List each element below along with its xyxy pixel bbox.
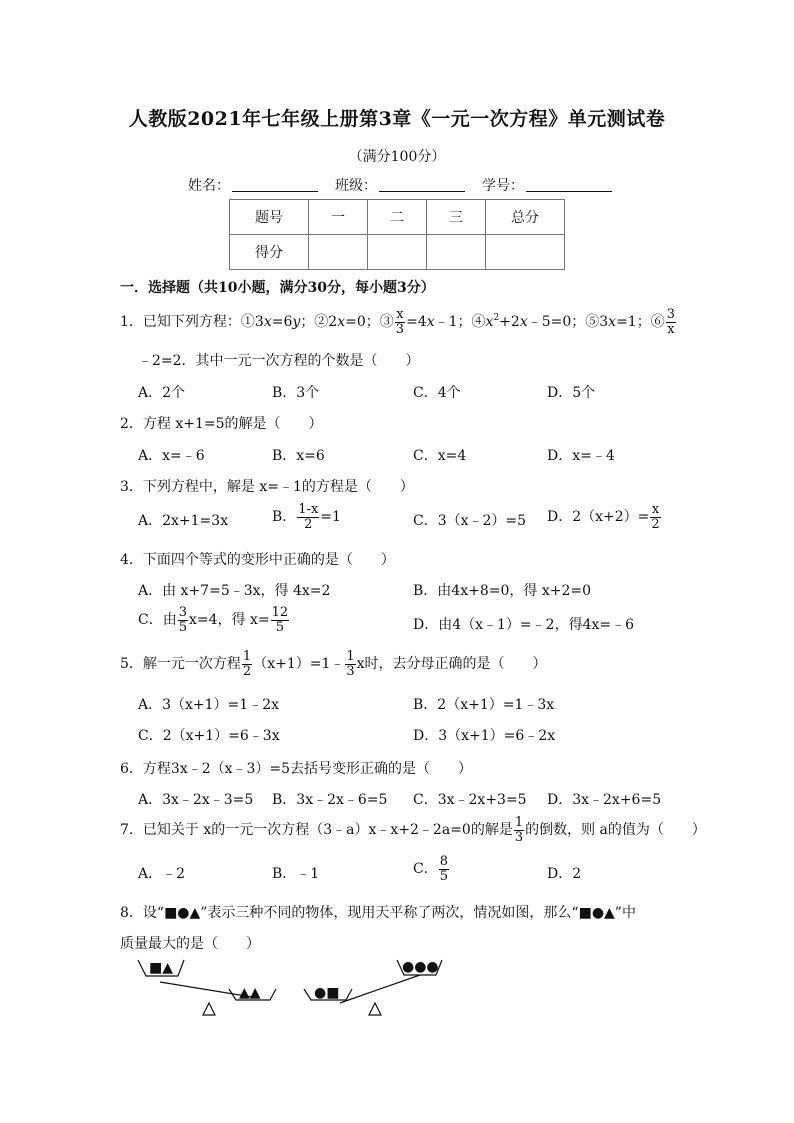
score-header-cell: 三: [427, 200, 486, 235]
fraction-numerator: 1: [242, 649, 252, 664]
q1-line2: ﹣2=2．其中一元一次方程的个数是（ ）: [138, 353, 420, 369]
q3-option-c[interactable]: C．3（x﹣2）=5: [413, 513, 527, 529]
section-heading: 一．选择题（共10小题，满分30分，每小题3分）: [120, 280, 435, 296]
fulcrum-icon: [369, 1003, 381, 1015]
q7-option-a[interactable]: A．﹣2: [138, 866, 186, 882]
score-row-label: 得分: [230, 235, 309, 270]
option-label: D．2（x+2）=: [547, 509, 650, 526]
fraction-denominator: 3: [346, 663, 355, 679]
option-label: B．: [272, 509, 297, 526]
fulcrum-icon: [203, 1003, 215, 1015]
q5-text: 5．解一元一次方程: [120, 656, 241, 673]
option-text: x=4，得 x=: [189, 612, 270, 629]
question-6: 6．方程3x﹣2（x﹣3）=5去括号变形正确的是（ ）: [120, 761, 473, 777]
fraction-numerator: x: [396, 307, 404, 322]
fraction-denominator: 3: [514, 829, 524, 845]
score-header-cell: 一: [309, 200, 368, 235]
q1-option-a[interactable]: A．2个: [138, 385, 186, 401]
q1-text: =0；③: [345, 314, 394, 331]
fraction-numerator: 3: [178, 605, 187, 620]
q1-text: ﹣1；④: [434, 314, 486, 331]
fraction-denominator: 2: [651, 516, 660, 532]
q4-option-a[interactable]: A．由 x+7=5﹣3x，得 4x=2: [138, 583, 331, 599]
q1-text: =4: [406, 314, 427, 331]
q1-option-d[interactable]: D．5个: [547, 385, 596, 401]
q5-option-c[interactable]: C．2（x+1）=6﹣3x: [138, 728, 280, 744]
q6-option-d[interactable]: D．3x﹣2x+6=5: [547, 792, 662, 808]
option-label: C．由: [138, 612, 177, 629]
q5-option-b[interactable]: B．2（x+1）=1﹣3x: [413, 697, 555, 713]
q1-text: 已知下列方程：①3: [142, 314, 264, 331]
q7-option-d[interactable]: D．2: [547, 866, 582, 882]
question-2: 2．方程 x+1=5的解是（ ）: [120, 416, 323, 432]
fraction-denominator: 5: [439, 868, 448, 884]
fraction-numerator: 1: [346, 649, 355, 664]
q2-option-a[interactable]: A．x=﹣6: [138, 448, 205, 464]
pan-objects: ●●●: [402, 959, 439, 975]
fraction-numerator: 1-x: [298, 502, 319, 517]
q1-text: ；②2: [300, 314, 338, 331]
q1-text: ﹣5=0；⑤3: [527, 314, 609, 331]
question-8: 8．设“■●▲”表示三种不同的物体，现用天平称了两次，情况如图，那么“■●▲”中: [120, 905, 636, 921]
q5-text: x时，去分母正确的是（ ）: [356, 656, 547, 673]
q6-option-b[interactable]: B．3x﹣2x﹣6=5: [272, 792, 388, 808]
pan-objects: ▲▲: [239, 985, 261, 1001]
fraction-denominator: 5: [275, 619, 285, 635]
fraction-denominator: x: [667, 321, 675, 337]
q5-text: （x+1）=1﹣: [253, 656, 345, 673]
class-label: 班级：: [335, 178, 377, 194]
page-title: 人教版2021年七年级上册第3章《一元一次方程》单元测试卷: [128, 108, 666, 130]
question-1: 1．已知下列方程：①3x=6y；②2x=0；③ $\frac{x}{3}$ =4x﹣1；$④x^2+2x﹣5=0$；⑤3x=1；⑥ $\frac{3}{x}$: [120, 307, 675, 337]
fraction-numerator: 3: [666, 307, 675, 322]
question-3: 3．下列方程中，解是 x=﹣1的方程是（ ）: [120, 479, 414, 495]
option-label: C．: [413, 861, 438, 878]
fraction-denominator: 3: [395, 321, 405, 337]
q6-option-c[interactable]: C．3x﹣2x+3=5: [413, 792, 527, 808]
question-8-line2: 质量最大的是（ ）: [120, 936, 260, 952]
question-4: 4．下面四个等式的变形中正确的是（ ）: [120, 552, 395, 568]
fraction-numerator: 12: [271, 605, 289, 620]
fraction-numerator: x: [651, 502, 660, 517]
q5-option-a[interactable]: A．3（x+1）=1﹣2x: [138, 697, 279, 713]
page-subtitle: （满分100分）: [348, 149, 446, 165]
fraction-numerator: 1: [514, 815, 524, 830]
score-header-cell: 二: [368, 200, 427, 235]
q6-option-a[interactable]: A．3x﹣2x﹣3=5: [138, 792, 254, 808]
q1-text: =6: [271, 314, 293, 331]
name-label: 姓名：: [188, 178, 230, 194]
option-text: =1: [320, 509, 341, 526]
q7-option-b[interactable]: B．﹣1: [272, 866, 320, 882]
q4-option-b[interactable]: B．由4x+8=0，得 x+2=0: [413, 583, 591, 599]
q1-option-c[interactable]: C．4个: [413, 385, 461, 401]
q1-text: =1；⑥: [616, 314, 665, 331]
score-header-cell: 总分: [486, 200, 565, 235]
q2-option-c[interactable]: C．x=4: [413, 448, 467, 464]
q3-option-a[interactable]: A．2x+1=3x: [138, 513, 229, 529]
q1-option-b[interactable]: B．3个: [272, 385, 320, 401]
fraction-numerator: 8: [439, 854, 448, 869]
q4-option-d[interactable]: D．由4（x﹣1）=﹣2，得4x=﹣6: [413, 617, 635, 633]
q2-option-b[interactable]: B．x=6: [272, 448, 325, 464]
pan-objects: ●■: [314, 985, 340, 1001]
q7-text: 7．已知关于 x的一元一次方程（3﹣a）x﹣x+2﹣2a=0的解是: [120, 822, 513, 839]
q1-number: 1．: [120, 314, 143, 331]
score-header-cell: 题号: [230, 200, 309, 235]
pan-objects: ■▲: [149, 960, 173, 976]
fraction-denominator: 2: [242, 663, 252, 679]
q7-text: 的倒数，则 a的值为（ ）: [525, 822, 706, 839]
fraction-denominator: 5: [178, 619, 187, 635]
q2-option-d[interactable]: D．x=﹣4: [547, 448, 615, 464]
q1-text: +2: [499, 314, 520, 331]
fraction-denominator: 2: [304, 516, 313, 532]
q5-option-d[interactable]: D．3（x+1）=6﹣2x: [413, 728, 556, 744]
id-label: 学号：: [482, 178, 524, 194]
